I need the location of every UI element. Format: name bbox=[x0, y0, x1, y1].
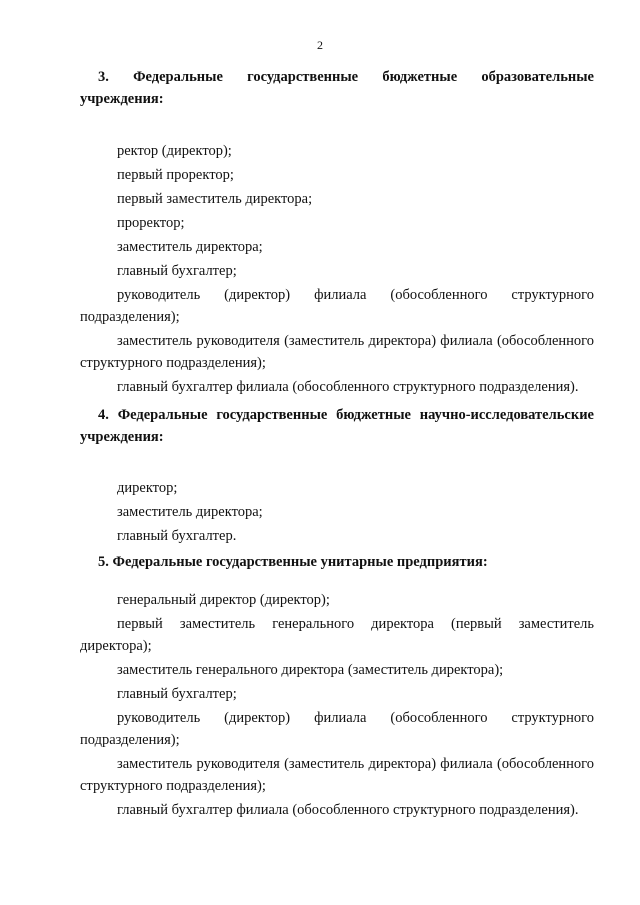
section-5 bbox=[80, 551, 594, 823]
list-item: проректор; bbox=[117, 215, 185, 231]
position-list bbox=[80, 140, 594, 398]
list-item: главный бухгалтер филиала (обособленного структурного подразделения). bbox=[117, 802, 579, 818]
section-3 bbox=[80, 66, 594, 400]
list-item: генеральный директор (директор); bbox=[117, 592, 330, 608]
section-heading: 5. Федеральные государственные унитарные предприятия: bbox=[98, 554, 488, 570]
list-item: заместитель генерального директора (заместитель директора); bbox=[117, 662, 504, 678]
position-list bbox=[80, 477, 594, 547]
list-item: руководитель (директор) филиала (обособленного структурного подразделения); bbox=[80, 710, 594, 748]
list-item: заместитель директора; bbox=[117, 504, 263, 520]
list-item: главный бухгалтер. bbox=[117, 528, 237, 544]
section-heading: 4. Федеральные государственные бюджетные научно-исследовательские учреждения: bbox=[80, 407, 594, 445]
section-4 bbox=[80, 404, 594, 549]
list-item: руководитель (директор) филиала (обособленного структурного подразделения); bbox=[80, 287, 594, 325]
list-item: первый проректор; bbox=[117, 167, 234, 183]
list-item: заместитель директора; bbox=[117, 239, 263, 255]
list-item: главный бухгалтер филиала (обособленного структурного подразделения). bbox=[117, 379, 579, 395]
list-item: главный бухгалтер; bbox=[117, 686, 237, 702]
list-item: директор; bbox=[117, 480, 178, 496]
position-list bbox=[80, 589, 594, 821]
list-item: заместитель руководителя (заместитель директора) филиала (обособленного структурного подразделения); bbox=[80, 333, 594, 371]
list-item: первый заместитель директора; bbox=[117, 191, 313, 207]
list-item: заместитель руководителя (заместитель директора) филиала (обособленного структурного подразделения); bbox=[80, 756, 594, 794]
list-item: главный бухгалтер; bbox=[117, 263, 237, 279]
list-item: ректор (директор); bbox=[117, 143, 232, 159]
list-item: первый заместитель генерального директора (первый заместитель директора); bbox=[80, 616, 594, 654]
page-number: 2 bbox=[317, 38, 323, 52]
section-heading: 3. Федеральные государственные бюджетные образовательные учреждения: bbox=[80, 69, 594, 107]
